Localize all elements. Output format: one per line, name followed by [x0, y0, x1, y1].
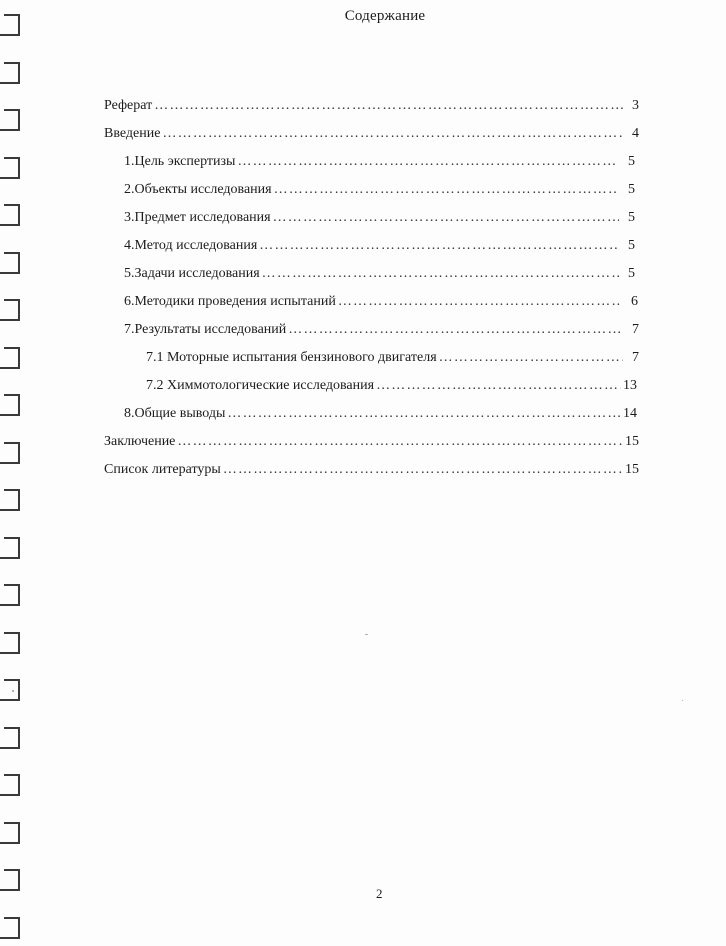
toc-entry-5 [124, 264, 635, 284]
binding-hole-mark [4, 537, 20, 559]
page-title: Содержание [344, 8, 426, 24]
toc-entry-label: Задачи исследования [134, 266, 260, 281]
binding-hole-mark [4, 869, 20, 891]
toc-entry-7-1 [146, 348, 639, 368]
toc-entry-page: 4 [632, 126, 639, 141]
toc-leader-dots [237, 152, 619, 172]
binding-hole-mark [4, 204, 20, 226]
toc-entry-1 [124, 152, 635, 172]
page-number: 2 [376, 886, 383, 901]
toc-entry-label: Предмет исследования [134, 210, 271, 225]
binding-hole-mark [4, 252, 20, 274]
toc-entry-label: Методики проведения испытаний [134, 294, 336, 309]
toc-entry-2 [124, 180, 635, 200]
toc-leader-dots [223, 460, 623, 480]
toc-entry-label: Список литературы [104, 462, 221, 477]
toc-entry-label: 7.1 Моторные испытания бензинового двигателя [146, 350, 437, 365]
toc-entry-literatura [104, 460, 639, 480]
toc-leader-dots [162, 124, 623, 144]
toc-leader-dots [288, 320, 623, 340]
toc-entry-vvedenie [104, 124, 639, 144]
binding-hole-mark [4, 299, 20, 321]
toc-entry-referat [104, 96, 639, 116]
binding-hole-mark [4, 822, 20, 844]
toc-entry-page: 5 [628, 154, 635, 169]
toc-entry-number: 2. [124, 182, 135, 197]
toc-entry-3 [124, 208, 635, 228]
toc-entry-page: 14 [623, 406, 637, 421]
toc-entry-6 [124, 292, 638, 312]
toc-entry-page: 5 [628, 266, 635, 281]
toc-entry-label: Общие выводы [134, 406, 226, 421]
toc-entry-number: 8. [124, 406, 135, 421]
toc-entry-label: Заключение [104, 434, 176, 449]
toc-entry-label: 7.2 Химмотологические исследования [146, 378, 375, 393]
toc-entry-label: Метод исследования [134, 238, 258, 253]
toc-entry-label: Введение [104, 126, 161, 141]
binding-hole-mark [4, 62, 20, 84]
toc-entry-label: Реферат [104, 98, 153, 113]
toc-leader-dots [154, 96, 623, 116]
toc-leader-dots [273, 208, 619, 228]
toc-entry-label: Цель экспертизы [134, 154, 236, 169]
toc-leader-dots [376, 376, 621, 396]
toc-leader-dots [177, 432, 623, 452]
toc-entry-page: 15 [625, 434, 639, 449]
binding-hole-mark [4, 727, 20, 749]
toc-leader-dots [227, 404, 621, 424]
toc-leader-dots [338, 292, 622, 312]
toc-entry-number: 4. [124, 238, 135, 253]
toc-entry-number: 6. [124, 294, 135, 309]
toc-entry-label: Объекты исследования [134, 182, 272, 197]
binding-hole-mark [4, 109, 20, 131]
binding-hole-mark [4, 584, 20, 606]
toc-leader-dots [439, 348, 623, 368]
toc-entry-page: 5 [628, 210, 635, 225]
binding-hole-mark [4, 157, 20, 179]
toc-entry-number: 3. [124, 210, 135, 225]
toc-entry-page: 6 [631, 294, 638, 309]
binding-hole-mark [4, 442, 20, 464]
toc-entry-zaklyuchenie [104, 432, 639, 452]
toc-entry-number: 1. [124, 154, 135, 169]
binding-hole-mark [4, 394, 20, 416]
toc-leader-dots [274, 180, 619, 200]
binding-hole-mark [4, 774, 20, 796]
toc-entry-8 [124, 404, 637, 424]
toc-entry-7-2 [146, 376, 637, 396]
toc-leader-dots [262, 264, 619, 284]
binding-hole-mark [4, 632, 20, 654]
toc-entry-number: 5. [124, 266, 135, 281]
toc-entry-page: 3 [632, 98, 639, 113]
toc-entry-page: 7 [632, 350, 639, 365]
binding-hole-mark [4, 347, 20, 369]
toc-entry-page: 15 [625, 462, 639, 477]
binding-hole-mark [4, 489, 20, 511]
toc-entry-label: Результаты исследований [134, 322, 287, 337]
toc-entry-page: 13 [623, 378, 637, 393]
toc-entry-page: 7 [632, 322, 639, 337]
toc-leader-dots [259, 236, 619, 256]
binding-hole-mark [4, 917, 20, 939]
toc-entry-7 [124, 320, 639, 340]
toc-entry-page: 5 [628, 182, 635, 197]
spiral-binding-marks [0, 0, 30, 946]
toc-entry-page: 5 [628, 238, 635, 253]
toc-entry-4 [124, 236, 635, 256]
toc-entry-number: 7. [124, 322, 135, 337]
